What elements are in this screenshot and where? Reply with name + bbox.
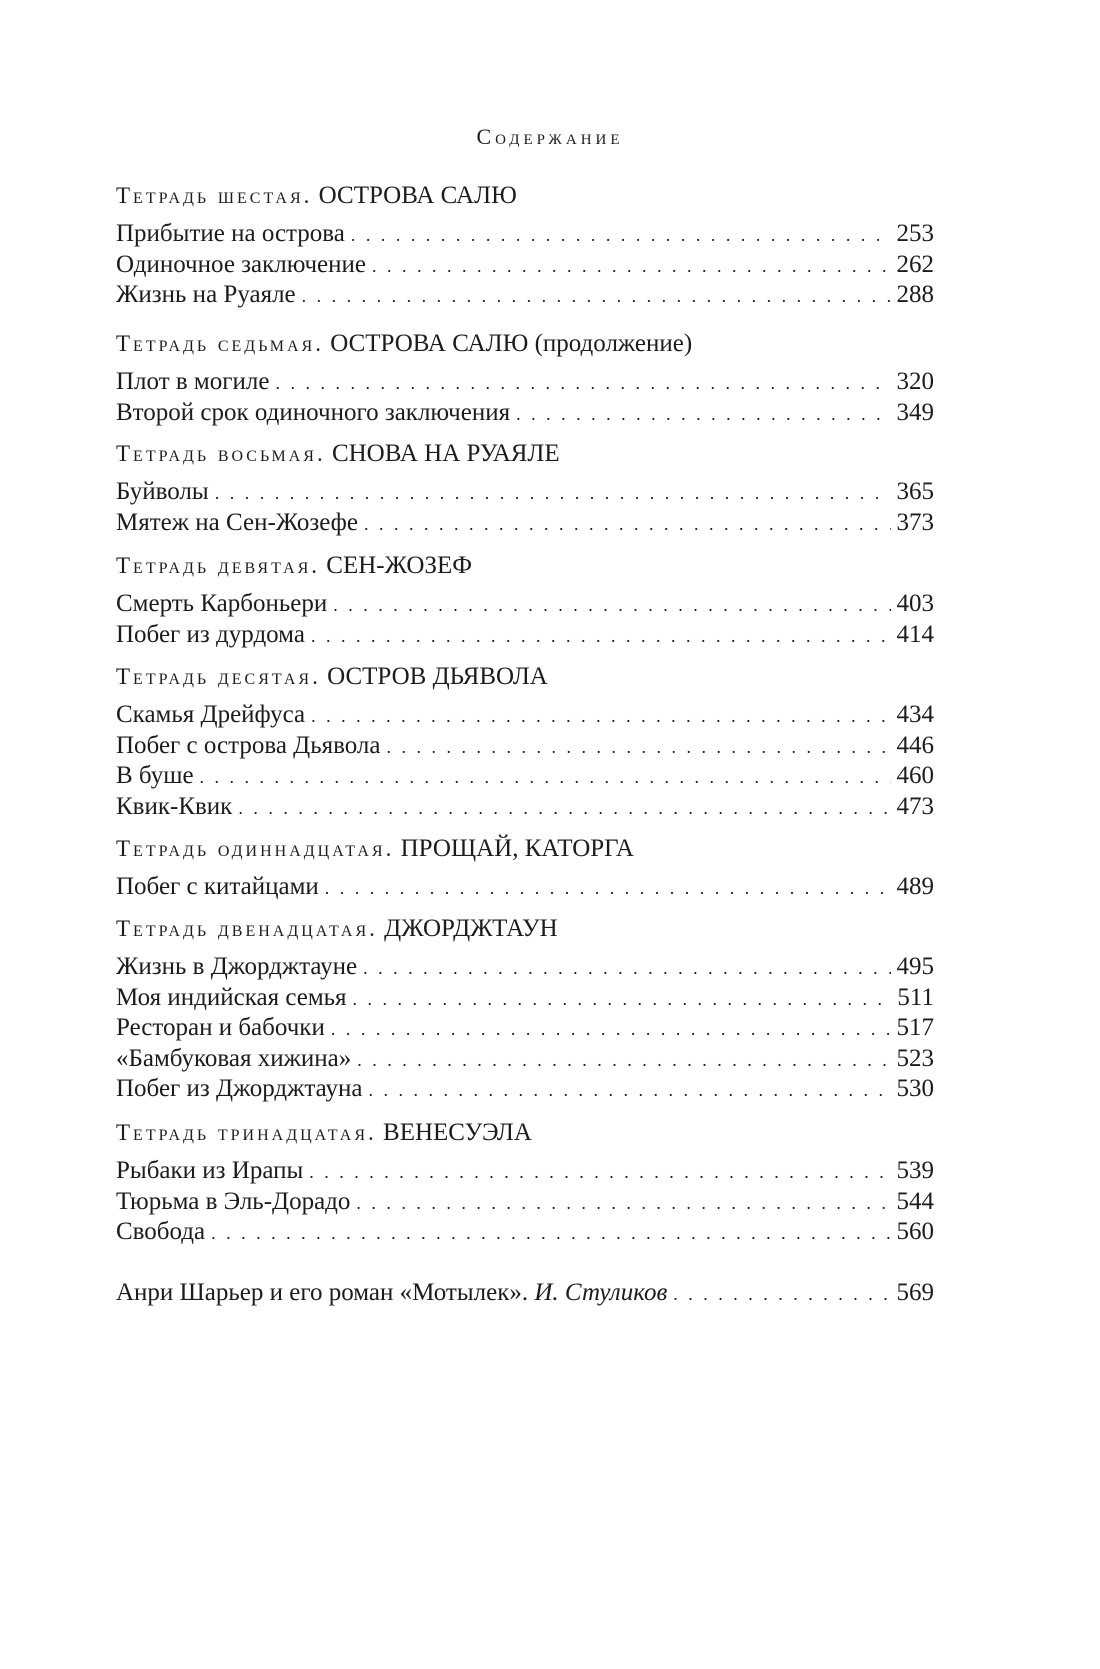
section-label: Тетрадь десятая. bbox=[116, 664, 321, 689]
page-number: 489 bbox=[896, 873, 934, 900]
toc-entry[interactable] bbox=[116, 1012, 934, 1044]
page-number: 373 bbox=[896, 508, 934, 536]
dot-leader bbox=[372, 250, 891, 282]
entry-title: Тюрьма в Эль-Дорадо bbox=[116, 1187, 351, 1215]
dot-leader bbox=[351, 219, 891, 251]
dot-leader bbox=[238, 792, 890, 824]
dot-leader bbox=[356, 1187, 890, 1219]
toc-entry[interactable] bbox=[116, 982, 934, 1014]
dot-leader bbox=[364, 508, 891, 540]
page-number: 253 bbox=[896, 220, 934, 247]
entry-title: Мятеж на Сен-Жозефе bbox=[116, 508, 358, 536]
entry-title: Смерть Карбоньери bbox=[116, 590, 328, 617]
entry-title: Прибытие на острова bbox=[116, 220, 345, 247]
page-number: 544 bbox=[896, 1187, 934, 1215]
toc-entry[interactable] bbox=[116, 249, 934, 281]
page-number: 523 bbox=[896, 1044, 934, 1072]
section-heading bbox=[116, 438, 934, 470]
dot-leader bbox=[302, 280, 891, 312]
section-title: СЕН-ЖОЗЕФ bbox=[326, 552, 472, 579]
toc-entry[interactable] bbox=[116, 951, 934, 983]
page-title: Содержание bbox=[476, 124, 624, 149]
entry-title: Рыбаки из Ирапы bbox=[116, 1157, 304, 1184]
entry-title: В буше bbox=[116, 762, 194, 789]
section-title: ОСТРОВА САЛЮ bbox=[318, 182, 517, 209]
section-title: ВЕНЕСУЭЛА bbox=[383, 1119, 532, 1146]
section-label: Тетрадь девятая. bbox=[116, 553, 321, 578]
section-heading bbox=[116, 180, 934, 212]
dot-leader bbox=[387, 731, 891, 763]
page-number: 517 bbox=[896, 1014, 934, 1041]
page-number: 414 bbox=[896, 620, 934, 648]
section-label: Тетрадь восьмая. bbox=[116, 441, 326, 466]
dot-leader bbox=[200, 761, 891, 793]
entry-title: Одиночное заключение bbox=[116, 250, 366, 278]
section-label: Тетрадь одиннадцатая. bbox=[116, 836, 395, 861]
dot-leader bbox=[353, 983, 892, 1015]
section-heading bbox=[116, 833, 934, 865]
page-number: 530 bbox=[896, 1075, 934, 1102]
entry-title: Плот в могиле bbox=[116, 368, 270, 395]
toc-entry[interactable] bbox=[116, 476, 934, 508]
entry-title: Свобода bbox=[116, 1218, 206, 1245]
page-number: 262 bbox=[896, 250, 934, 278]
entry-title: Буйволы bbox=[116, 478, 209, 505]
section-title: ОСТРОВА САЛЮ (продолжение) bbox=[330, 330, 693, 357]
entry-title: Скамья Дрейфуса bbox=[116, 701, 306, 728]
entry-title: Квик-Квик bbox=[116, 792, 233, 820]
toc-entry[interactable] bbox=[116, 366, 934, 398]
section-label: Тетрадь седьмая. bbox=[116, 331, 324, 356]
toc-entry[interactable] bbox=[116, 699, 934, 731]
toc-entry[interactable] bbox=[116, 1073, 934, 1105]
section-label: Тетрадь тринадцатая. bbox=[116, 1120, 377, 1145]
page-number: 460 bbox=[896, 762, 934, 789]
section-title: СНОВА НА РУАЯЛЕ bbox=[331, 440, 560, 467]
section-title: ПРОЩАЙ, КАТОРГА bbox=[400, 835, 634, 862]
dot-leader bbox=[673, 1278, 890, 1310]
toc-entry[interactable] bbox=[116, 619, 934, 651]
page-number: 560 bbox=[896, 1218, 934, 1245]
entry-title: Второй срок одиночного заключения bbox=[116, 398, 511, 426]
section-heading bbox=[116, 328, 934, 360]
section-heading bbox=[116, 661, 934, 693]
entry-title: Побег с острова Дьявола bbox=[116, 731, 381, 759]
table-of-contents bbox=[116, 0, 934, 1669]
page-number: 434 bbox=[896, 701, 934, 728]
toc-entry[interactable] bbox=[116, 871, 934, 903]
dot-leader bbox=[363, 952, 890, 984]
page-number: 539 bbox=[896, 1157, 934, 1184]
toc-entry[interactable] bbox=[116, 588, 934, 620]
page-number: 349 bbox=[896, 398, 934, 426]
dot-leader bbox=[311, 620, 891, 652]
toc-entry[interactable] bbox=[116, 730, 934, 762]
page-number: 511 bbox=[897, 983, 934, 1011]
toc-entry[interactable] bbox=[116, 507, 934, 539]
section-label: Тетрадь двенадцатая. bbox=[116, 916, 378, 941]
section-heading bbox=[116, 550, 934, 582]
entry-title: Моя индийская семья bbox=[116, 983, 347, 1011]
toc-entry[interactable] bbox=[116, 397, 934, 429]
entry-title: Побег из Джорджтауна bbox=[116, 1075, 363, 1102]
toc-entry[interactable] bbox=[116, 279, 934, 311]
section-title: ДЖОРДЖТАУН bbox=[384, 915, 558, 942]
page-number: 320 bbox=[896, 368, 934, 395]
page-number: 288 bbox=[896, 281, 934, 308]
entry-title: Анри Шарьер и его роман «Мотылек». И. Стуликов bbox=[116, 1279, 668, 1306]
entry-title: Побег из дурдома bbox=[116, 620, 305, 648]
entry-author: И. Стуликов bbox=[534, 1279, 668, 1306]
toc-entry[interactable] bbox=[116, 760, 934, 792]
dot-leader bbox=[325, 872, 891, 904]
entry-title: Ресторан и бабочки bbox=[116, 1014, 325, 1041]
dot-leader bbox=[368, 1074, 890, 1106]
dot-leader bbox=[516, 398, 890, 430]
page-number: 403 bbox=[896, 590, 934, 617]
toc-entry[interactable] bbox=[116, 791, 934, 823]
page-number: 569 bbox=[896, 1279, 934, 1306]
dot-leader bbox=[357, 1044, 890, 1076]
page-number: 473 bbox=[896, 792, 934, 820]
page-number: 495 bbox=[896, 953, 934, 980]
dot-leader bbox=[311, 700, 890, 732]
entry-title: Побег с китайцами bbox=[116, 873, 319, 900]
section-title: ОСТРОВ ДЬЯВОЛА bbox=[327, 663, 548, 690]
toc-entry[interactable] bbox=[116, 1186, 934, 1218]
toc-entry[interactable] bbox=[116, 1216, 934, 1248]
section-heading bbox=[116, 1117, 934, 1149]
dot-leader bbox=[211, 1217, 890, 1249]
dot-leader bbox=[331, 1013, 891, 1045]
dot-leader bbox=[333, 589, 890, 621]
toc-entry[interactable] bbox=[116, 218, 934, 250]
dot-leader bbox=[275, 367, 890, 399]
toc-entry[interactable] bbox=[116, 1155, 934, 1187]
page-number: 446 bbox=[896, 731, 934, 759]
entry-title: Жизнь в Джорджтауне bbox=[116, 953, 358, 980]
toc-entry[interactable] bbox=[116, 1043, 934, 1075]
page-number: 365 bbox=[896, 478, 934, 505]
section-label: Тетрадь шестая. bbox=[116, 183, 313, 208]
section-heading bbox=[116, 913, 934, 945]
entry-title: «Бамбуковая хижина» bbox=[116, 1044, 352, 1072]
entry-title: Жизнь на Руаяле bbox=[116, 281, 296, 308]
dot-leader bbox=[215, 477, 891, 509]
afterword-entry[interactable] bbox=[116, 1277, 934, 1309]
dot-leader bbox=[309, 1156, 890, 1188]
